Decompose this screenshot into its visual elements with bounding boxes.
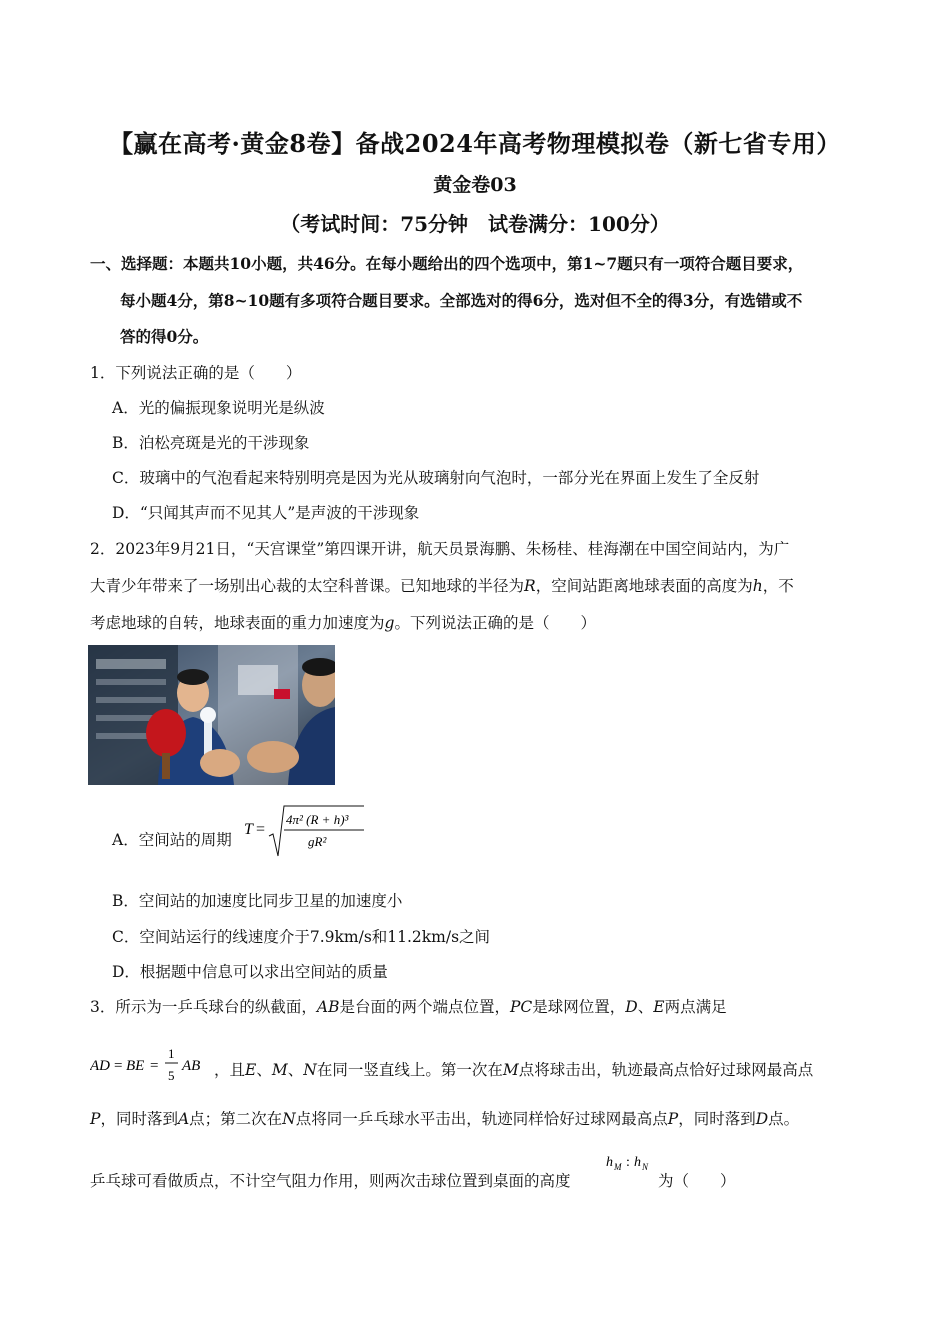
q2-stem-line-2 — [90, 575, 794, 597]
q1-option-c: C．玻璃中的气泡看起来特别明亮是因为光从玻璃射向气泡时，一部分光在界面上发生了全反射 — [112, 469, 760, 487]
formula-subscript-n: N — [642, 1162, 649, 1172]
var-d: D — [625, 998, 638, 1016]
formula-eq: = — [256, 821, 266, 838]
section-instructions-line-1: 一、选择题：本题共10小题，共46分。在每小题给出的四个选项中，第1~7题只有一项符合题目要求， — [90, 254, 804, 273]
formula-t: T — [244, 821, 253, 838]
var-n: N — [303, 1061, 317, 1079]
q2-text: ，不 — [762, 577, 794, 595]
q3-text: 点将球击出，轨迹最高点恰好过球网最高点 — [518, 1061, 814, 1079]
var-n: N — [282, 1110, 296, 1128]
q2-stem-line-3 — [90, 612, 596, 634]
formula-be: BE — [126, 1058, 145, 1074]
q3-stem-line-2 — [214, 1059, 813, 1081]
exam-info: （考试时间：75分钟 试卷满分：100分） — [280, 212, 670, 236]
var-pc: PC — [509, 998, 533, 1016]
period-formula — [244, 804, 374, 860]
q2-text: ，空间站距离地球表面的高度为 — [535, 577, 753, 595]
formula-eq: = — [150, 1058, 159, 1074]
formula-subscript-m: M — [614, 1162, 622, 1172]
var-e: E — [245, 1061, 257, 1079]
q3-text: 点将同一乒乓球水平击出，轨迹同样恰好过球网最高点 — [295, 1110, 668, 1128]
var-a: A — [177, 1110, 190, 1128]
formula-colon: : — [626, 1155, 630, 1170]
formula-h: h — [634, 1155, 641, 1170]
q2-text: 。下列说法正确的是（ ） — [394, 614, 596, 632]
height-ratio-formula — [604, 1152, 660, 1182]
q2-stem-line-1: 2．2023年9月21日，“天宫课堂”第四课开讲，航天员景海鹏、朱杨桂、桂海潮在中国空间站内，为广 — [90, 540, 790, 558]
q3-text: 、 — [637, 998, 654, 1016]
q1-stem: 1．下列说法正确的是（ ） — [90, 364, 302, 382]
formula-denominator: 5 — [168, 1068, 175, 1083]
q2-option-a: A．空间站的周期 — [112, 831, 232, 849]
formula-eq: = — [114, 1058, 123, 1074]
page-title: 【赢在高考·黄金8卷】备战2024年高考物理模拟卷（新七省专用） — [109, 129, 841, 158]
q3-text: ，同时落到 — [678, 1110, 756, 1128]
var-m: M — [271, 1061, 288, 1079]
q2-option-d: D．根据题中信息可以求出空间站的质量 — [112, 963, 388, 981]
formula-numerator: 4π² (R + h)³ — [286, 812, 349, 827]
formula-h: h — [606, 1155, 613, 1170]
q2-text: 考虑地球的自转，地球表面的重力加速度为 — [90, 614, 385, 632]
q1-option-a: A．光的偏振现象说明光是纵波 — [112, 399, 325, 417]
section-instructions-line-3: 答的得0分。 — [120, 327, 209, 346]
var-m: M — [502, 1061, 519, 1079]
var-e: E — [653, 998, 665, 1016]
var-p: P — [90, 1110, 101, 1128]
var-p: P — [667, 1110, 679, 1128]
q3-stem-line-4-start: 乒乓球可看做质点，不计空气阻力作用，则两次击球位置到桌面的高度 — [90, 1172, 571, 1190]
formula-denominator: gR² — [308, 834, 327, 849]
q1-option-b: B．泊松亮斑是光的干涉现象 — [112, 434, 310, 452]
ad-be-formula — [90, 1044, 220, 1088]
q3-text: 点；第二次在 — [189, 1110, 283, 1128]
q3-text: ，且 — [214, 1061, 246, 1079]
q3-stem-line-4-end: 为（ ） — [658, 1172, 736, 1190]
astronaut-photo-illustration — [88, 645, 335, 785]
q3-text: 、 — [287, 1061, 304, 1079]
q3-text: 、 — [256, 1061, 272, 1079]
q3-text: 在同一竖直线上。第一次在 — [316, 1061, 503, 1079]
section-instructions-line-2: 每小题4分，第8~10题有多项符合题目要求。全部选对的得6分，选对但不全的得3分，有选错或不 — [120, 291, 803, 310]
q3-text: 是球网位置， — [532, 998, 626, 1016]
q3-stem-line-1 — [90, 996, 727, 1018]
var-d: D — [755, 1110, 769, 1128]
q3-text: 两点满足 — [664, 998, 727, 1016]
q3-text: 3．所示为一乒乓球台的纵截面， — [90, 998, 317, 1016]
formula-ab: AB — [182, 1058, 201, 1074]
q3-text: 是台面的两个端点位置， — [339, 998, 510, 1016]
paper-subtitle: 黄金卷03 — [433, 174, 517, 196]
astronaut-photo — [88, 645, 335, 785]
formula-ad: AD — [90, 1058, 110, 1074]
var-h: h — [752, 577, 763, 595]
q2-option-c: C．空间站运行的线速度介于7.9km/s和11.2km/s之间 — [112, 928, 491, 946]
q2-option-b: B．空间站的加速度比同步卫星的加速度小 — [112, 892, 403, 910]
var-g: g — [384, 614, 395, 632]
formula-numerator: 1 — [168, 1046, 175, 1061]
q3-text: 点。 — [768, 1110, 800, 1128]
q1-option-d: D．“只闻其声而不见其人”是声波的干涉现象 — [112, 504, 420, 522]
var-r: R — [524, 577, 536, 595]
var-ab: AB — [316, 998, 340, 1016]
q2-text: 大青少年带来了一场别出心裁的太空科普课。已知地球的半径为 — [90, 577, 525, 595]
q3-stem-line-3 — [90, 1108, 799, 1130]
q3-text: ，同时落到 — [100, 1110, 178, 1128]
